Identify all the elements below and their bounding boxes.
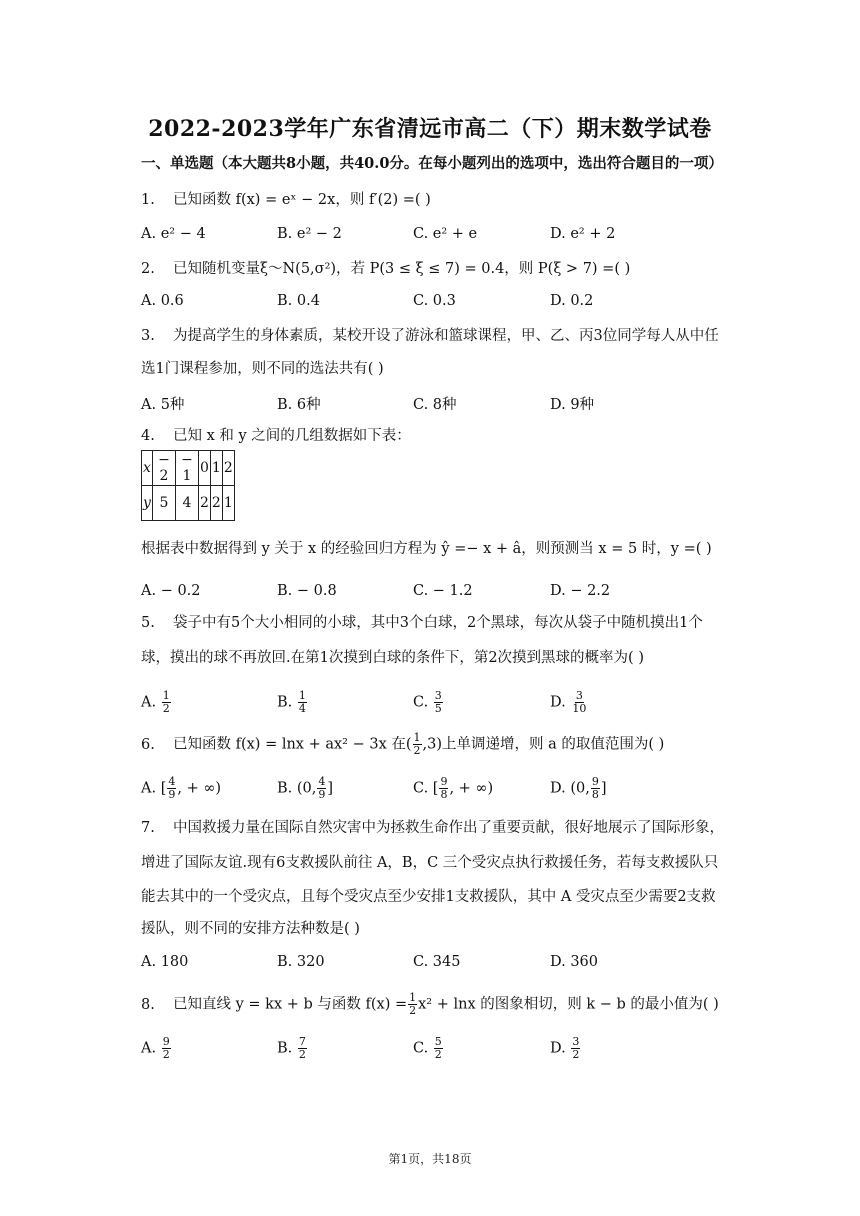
question-number: 3. xyxy=(141,328,155,344)
table-row xyxy=(142,451,235,486)
question-text-continued: 根据表中数据得到 y 关于 x 的经验回归方程为 ŷ =− x + â，则预测当 x = 5 时，y =( ) xyxy=(141,541,712,557)
question-text: 已知 x 和 y 之间的几组数据如下表： xyxy=(173,428,411,444)
option-c: C. − 1.2 xyxy=(413,583,473,599)
option-a: A. 0.6 xyxy=(141,293,184,309)
option-a: A. $\frac{1}{2}$ xyxy=(141,689,170,715)
question-number: 6. xyxy=(141,736,155,753)
option-d: D. − 2.2 xyxy=(550,583,611,599)
option-c: C. $\frac{3}{5}$ xyxy=(413,689,442,715)
data-table xyxy=(141,450,235,521)
option-b: B. (0, $\frac{4}{9}$ ] xyxy=(277,775,334,801)
option-d: D. $\frac{3}{2}$ xyxy=(550,1035,580,1061)
option-a: A. e² − 4 xyxy=(141,226,206,242)
question-number: 1. xyxy=(141,192,155,208)
question-4 xyxy=(141,425,411,447)
option-c: C. [ $\frac{9}{8}$ , + ∞) xyxy=(413,775,494,801)
option-d: D. 9种 xyxy=(550,397,595,413)
page-footer: 第1页，共18页 xyxy=(388,1152,472,1166)
option-c: C. 8种 xyxy=(413,397,457,413)
page-title: 2022-2023学年广东省清远市高二（下）期末数学试卷 xyxy=(148,116,712,142)
option-b: B. 320 xyxy=(277,954,325,970)
table-cell: − 1 xyxy=(176,451,199,486)
question-text: 中国救援力量在国际自然灾害中为拯救生命作出了重要贡献，很好地展示了国际形象， xyxy=(173,820,724,836)
option-a: A. 5种 xyxy=(141,397,185,413)
table-cell: 4 xyxy=(176,486,199,521)
option-b: B. 6种 xyxy=(277,397,321,413)
option-a: A. $\frac{9}{2}$ xyxy=(141,1035,170,1061)
question-5 xyxy=(141,612,703,634)
table-cell: 2 xyxy=(222,451,234,486)
question-7 xyxy=(141,817,724,839)
question-text-continued: 增进了国际友谊.现有6支救援队前往 A，B，C 三个受灾点执行救援任务，若每支救援队只 xyxy=(141,855,719,871)
question-number: 5. xyxy=(141,615,155,631)
table-cell: 5 xyxy=(153,486,176,521)
question-text: 已知函数 f(x) = eˣ − 2x，则 f′(2) =( ) xyxy=(173,192,431,208)
question-8: 8. 已知直线 y = kx + b 与函数 f(x) = $\frac{1}{2}$ x² + lnx 的图象相切，则 k − b 的最小值为( ) xyxy=(141,991,719,1017)
option-a: A. 180 xyxy=(141,954,189,970)
section-heading: 一、单选题（本大题共8小题，共40.0分。在每小题列出的选项中，选出符合题目的一项） xyxy=(141,155,723,172)
option-b: B. 0.4 xyxy=(277,293,320,309)
question-number: 7. xyxy=(141,820,155,836)
question-6: 6. 已知函数 f(x) = lnx + ax² − 3x 在( $\frac{1}{2}$ ,3)上单调递增，则 a 的取值范围为( ) xyxy=(141,731,665,757)
question-number: 8. xyxy=(141,996,155,1013)
option-c: C. $\frac{5}{2}$ xyxy=(413,1035,442,1061)
option-b: B. $\frac{1}{4}$ xyxy=(277,689,306,715)
option-b: B. e² − 2 xyxy=(277,226,342,242)
question-text-continued: 选1门课程参加，则不同的选法共有( ) xyxy=(141,361,384,377)
option-d: D. 360 xyxy=(550,954,599,970)
question-text-continued: 援队，则不同的安排方法种数是( ) xyxy=(141,921,360,937)
question-2 xyxy=(141,258,630,280)
question-text: 袋子中有5个大小相同的小球，其中3个白球，2个黑球，每次从袋子中随机摸出1个 xyxy=(173,615,703,631)
option-b: B. − 0.8 xyxy=(277,583,337,599)
option-c: C. 345 xyxy=(413,954,461,970)
table-cell: 2 xyxy=(210,486,222,521)
option-c: C. e² + e xyxy=(413,226,478,242)
option-c: C. 0.3 xyxy=(413,293,456,309)
question-text-continued: 能去其中的一个受灾点，且每个受灾点至少安排1支救援队，其中 A 受灾点至少需要2支救 xyxy=(141,889,716,905)
question-number: 2. xyxy=(141,261,155,277)
table-cell: 2 xyxy=(199,486,211,521)
table-cell: 1 xyxy=(210,451,222,486)
question-3 xyxy=(141,325,719,347)
question-1 xyxy=(141,189,431,211)
question-text-continued: 球，摸出的球不再放回.在第1次摸到白球的条件下，第2次摸到黑球的概率为( ) xyxy=(141,650,644,666)
option-d: D. e² + 2 xyxy=(550,226,616,242)
table-cell: x xyxy=(142,451,153,486)
question-text: 已知随机变量ξ～N(5,σ²)，若 P(3 ≤ ξ ≤ 7) = 0.4，则 P(ξ > 7) =( ) xyxy=(173,261,631,277)
option-d: D. (0, $\frac{9}{8}$ ] xyxy=(550,775,607,801)
table-cell: 1 xyxy=(222,486,234,521)
option-d: D. 0.2 xyxy=(550,293,594,309)
option-d: D. $\frac{3}{10}$ xyxy=(550,689,587,715)
table-cell: y xyxy=(142,486,153,521)
table-row xyxy=(142,486,235,521)
option-b: B. $\frac{7}{2}$ xyxy=(277,1035,306,1061)
table-cell: − 2 xyxy=(153,451,176,486)
option-a: A. − 0.2 xyxy=(141,583,201,599)
question-text: 为提高学生的身体素质，某校开设了游泳和篮球课程，甲、乙、丙3位同学每人从中任 xyxy=(173,328,719,344)
option-a: A. [ $\frac{4}{9}$ , + ∞) xyxy=(141,775,222,801)
question-number: 4. xyxy=(141,428,155,444)
table-cell: 0 xyxy=(199,451,211,486)
